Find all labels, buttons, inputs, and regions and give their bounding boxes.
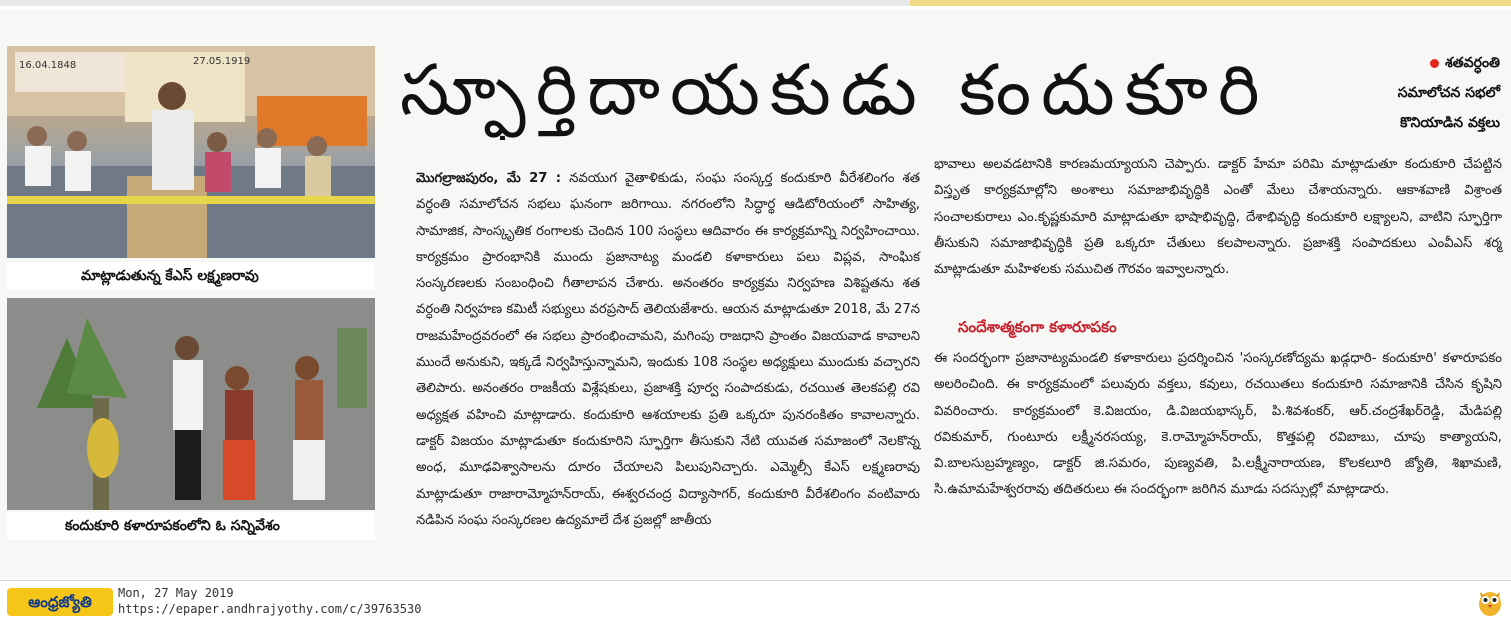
banner-date-1: 16.04.1848 bbox=[19, 60, 77, 71]
footer-meta bbox=[118, 585, 421, 617]
bullet-icon bbox=[1430, 59, 1439, 68]
deck bbox=[1340, 48, 1500, 138]
article-body-2: భావాలు అలవడటానికి కారణమయ్యాయని చెప్పారు. డాక్టర్ హేమా పరిమి మాట్లాడుతూ కందుకూరి చేపట్టిన విస్తృత కార్యక్రమాల్లోని అంశాలు సమాజాభివృద్ధికి ఎంతో మేలు చేశాయన్నారు. ఆకాశవాణి విశ్రాంత సంచాలకురాలు ఎం.కృష్ణకుమారి మాట్లాడుతూ భాషాభివృద్ధి, దేశాభివృద్ధి కందుకూరి లక్ష్యాలని, వాటిని స్ఫూర్తిగా తీసుకుని సమాజాభివృద్ధికి ప్రతి ఒక్కరూ చేతులు కలపాలన్నారు. ప్రజాశక్తి సంపాదకులు ఎంవీఎస్ శర్మ మాట్లాడుతూ మహిళలకు సముచిత గౌరవం ఇవ్వాలన్నారు. bbox=[934, 157, 1502, 278]
photo-drama-scene bbox=[7, 298, 375, 510]
owl-icon[interactable] bbox=[1477, 587, 1503, 617]
top-bar bbox=[0, 0, 1511, 6]
article-column-2 bbox=[934, 152, 1502, 283]
footer-date: Mon, 27 May 2019 bbox=[118, 586, 234, 600]
photo-caption-top: మాట్లాడుతున్న కేఎస్‌ లక్ష్మణరావు bbox=[7, 262, 375, 290]
deck-line-2: సమాలోచన సభలో bbox=[1397, 85, 1500, 101]
banner-date-2: 27.05.1919 bbox=[193, 56, 251, 67]
photo-drama-illustration bbox=[7, 298, 375, 510]
footer bbox=[0, 580, 1511, 623]
article-body-1: నవయుగ వైతాళికుడు, సంఘ సంస్కర్త కందుకూరి వీరేశలింగం శత వర్ధంతి సమాలోచన సభలు ఘనంగా జరిగాయి. నగరంలోని సిద్ధార్థ ఆడిటోరియంలో సాహిత్య, సామాజిక, సాంస్కృతిక రంగాలకు చెందిన 100 సంస్థలు ఆదివారం ఈ కార్యక్రమాన్ని నిర్వహించాయి. కార్యక్రమం ప్రారంభానికి ముందు ప్రజానాట్య మండలి కళాకారులు పలు విప్లవ, సాంఘిక సంస్కరణలకు సంబంధించి గీతాలాపన చేశారు. అనంతరం కార్యక్రమ నిర్వహణ విశిష్టతను శత వర్ధంతి నిర్వహణ కమిటీ సభ్యులు వరప్రసాద్ తెలియజేశారు. ఆయన మాట్లాడుతూ 2018, మే 27న రాజమహేంద్రవరంలో ఈ సభలు ప్రారంభించామని, మగింపు రాజధాని ప్రాంతం విజయవాడ కావాలని ముందే అనుకుని, ఇక్కడే నిర్వహిస్తున్నామని, ఇందుకు 108 సంస్థల అధ్యక్షులు ముందుకు వచ్చారని తెలిపారు. అనంతరం రాజకీయ విశ్లేషకులు, ప్రజాశక్తి పూర్వ సంపాదకుడు, రచయిత తెలకపల్లి రవి అధ్యక్షత వహించి మాట్లాడారు. కందుకూరి ఆశయాలకు ప్రతి ఒక్కరూ పునరంకితం కావాలన్నారు. డాక్టర్ విజయం మాట్లాడుతూ కందుకూరిని స్ఫూర్తిగా తీసుకుని నేటి యువత సమాజంలో నెలకొన్న అంధ, మూఢవిశ్వాసాలను దూరం చేయాలని పిలుపునిచ్చారు. ఎమ్మెల్సీ కేఎస్ లక్ష్మణరావు మాట్లాడుతూ రాజారామ్మోహన్‌రాయ్, ఈశ్వరచంద్ర విద్యాసాగర్, కందుకూరి వీరేశలింగం వంటివారు నడిపిన సంఘ సంస్కరణల ఉద్యమాలే దేశ ప్రజల్లో జాతీయ bbox=[416, 171, 921, 528]
footer-url[interactable]: https://epaper.andhrajyothy.com/c/39763530 bbox=[118, 602, 422, 616]
article-column-3 bbox=[934, 346, 1502, 504]
deck-line-1: శతవర్ధంతి bbox=[1445, 55, 1500, 71]
photo-speaker-illustration bbox=[7, 46, 375, 258]
article-body-3: ఈ సందర్భంగా ప్రజానాట్యమండలి కళాకారులు ప్రదర్శించిన 'సంస్కరణోద్యమ ఖడ్గధారి- కందుకూరి' కళారూపకం అలరించింది. ఈ కార్యక్రమంలో పలువురు వక్తలు, కవులు, రచయితలు కందుకూరి సమాజానికి చేసిన కృషిని వివరించారు. కార్యక్రమంలో కె.విజయం, డి.విజయభాస్కర్, పి.శివశంకర్, ఆర్.చంద్రశేఖర్‌రెడ్డి, మేడిపల్లి రవికుమార్, గుంటూరు లక్ష్మీనరసయ్య, కె.రామ్మోహన్‌రాయ్, కొత్తపల్లి రవిబాబు, చూపు కాత్యాయని, వి.బాలసుబ్రహ్మణ్యం, డాక్టర్ జి.సమరం, పుణ్యవతి, పి.లక్ష్మీనారాయణ, కొలకలూరి జ్యోతి, శిఖామణి, సి.ఉమామహేశ్వరరావు తదితరులు ఈ సందర్భంగా జరిగిన మూడు సదస్సుల్లో మాట్లాడారు. bbox=[934, 351, 1502, 498]
photo-caption-bottom: కందుకూరి కళారూపకంలోని ఓ సన్నివేశం bbox=[7, 512, 375, 540]
deck-line-3: కొనియాడిన వక్తలు bbox=[1400, 115, 1500, 131]
top-bar-accent bbox=[910, 0, 1511, 6]
andhrajyothy-logo[interactable]: ఆంధ్రజ్యోతి bbox=[7, 588, 113, 616]
subheading: సందేశాత్మకంగా కళారూపకం bbox=[958, 318, 1117, 336]
article-column-1 bbox=[416, 166, 920, 534]
photo-speaker bbox=[7, 46, 375, 258]
headline: స్ఫూర్తిదాయకుడు కందుకూరి bbox=[400, 49, 1270, 131]
dateline: మొగల్రాజపురం, మే 27 : bbox=[416, 171, 562, 186]
